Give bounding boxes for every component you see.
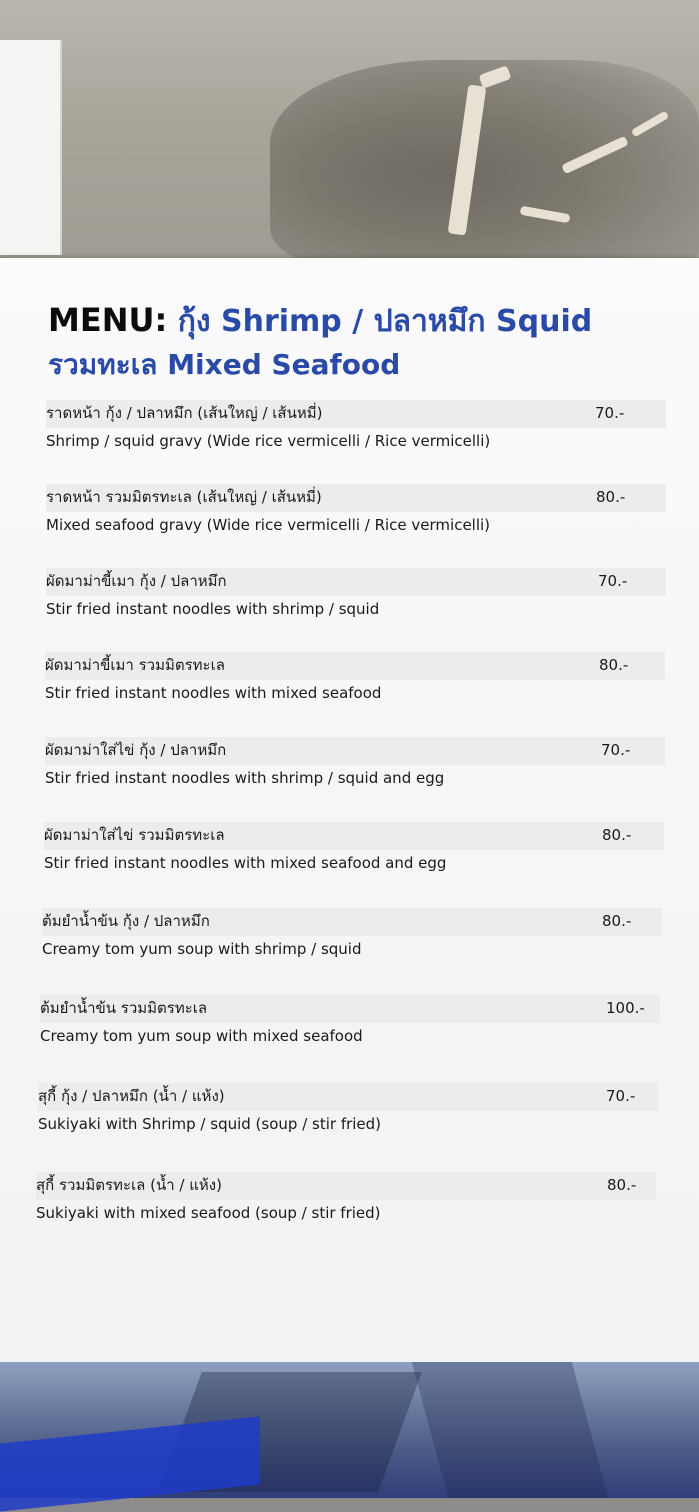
item-price: 100.- — [606, 999, 645, 1017]
menu-item — [46, 484, 666, 544]
item-english-name: Stir fried instant noodles with mixed seafood — [45, 684, 382, 702]
white-card — [0, 40, 62, 255]
item-thai-name: ผัดมาม่าขี้เมา รวมมิตรทะเล — [45, 656, 225, 674]
item-thai-name: ผัดมาม่าใส่ไข่ รวมมิตรทะเล — [44, 826, 225, 844]
menu-heading-line2: รวมทะเล Mixed Seafood — [48, 348, 401, 381]
item-thai-name: สุกี้ กุ้ง / ปลาหมึก (น้ำ / แห้ง) — [38, 1087, 225, 1105]
item-thai-name: ต้มยำน้ำข้น กุ้ง / ปลาหมึก — [42, 912, 210, 930]
item-english-name: Shrimp / squid gravy (Wide rice vermicelli / Rice vermicelli) — [46, 432, 491, 450]
item-thai-name: ราดหน้า รวมมิตรทะเล (เส้นใหญ่ / เส้นหมี่) — [46, 488, 322, 506]
item-english-name: Sukiyaki with mixed seafood (soup / stir fried) — [36, 1204, 381, 1222]
item-english-name: Stir fried instant noodles with shrimp / squid — [46, 600, 380, 618]
item-english-name: Creamy tom yum soup with shrimp / squid — [42, 940, 362, 958]
item-english-name: Sukiyaki with Shrimp / squid (soup / stir fried) — [38, 1115, 382, 1133]
menu-item — [45, 652, 665, 712]
menu-label: MENU: — [48, 301, 168, 339]
menu-item — [45, 737, 665, 797]
item-price: 80.- — [599, 656, 629, 674]
item-thai-name: ผัดมาม่าใส่ไข่ กุ้ง / ปลาหมึก — [45, 741, 227, 759]
menu-item — [44, 822, 664, 882]
table-surface-top — [0, 0, 699, 270]
menu-heading-line1: กุ้ง Shrimp / ปลาหมึก Squid — [177, 304, 593, 339]
item-price: 80.- — [602, 826, 632, 844]
menu-item — [36, 1172, 656, 1232]
item-price: 70.- — [601, 741, 631, 759]
item-price: 80.- — [602, 912, 632, 930]
item-price: 80.- — [607, 1176, 637, 1194]
item-price: 70.- — [606, 1087, 636, 1105]
menu-item — [42, 908, 662, 968]
item-price: 80.- — [596, 488, 626, 506]
item-thai-name: สุกี้ รวมมิตรทะเล (น้ำ / แห้ง) — [36, 1176, 222, 1194]
tablecloth-shadow — [412, 1362, 608, 1498]
menu-item — [46, 400, 666, 460]
item-english-name: Mixed seafood gravy (Wide rice vermicelli / Rice vermicelli) — [46, 516, 491, 534]
item-english-name: Creamy tom yum soup with mixed seafood — [40, 1027, 363, 1045]
item-thai-name: ผัดมาม่าขี้เมา กุ้ง / ปลาหมึก — [46, 572, 227, 590]
item-thai-name: ต้มยำน้ำข้น รวมมิตรทะเล — [40, 999, 208, 1017]
item-price: 70.- — [598, 572, 628, 590]
item-english-name: Stir fried instant noodles with mixed seafood and egg — [44, 854, 447, 872]
menu-heading — [48, 300, 688, 342]
item-english-name: Stir fried instant noodles with shrimp / squid and egg — [45, 769, 445, 787]
menu-item — [46, 568, 666, 628]
item-thai-name: ราดหน้า กุ้ง / ปลาหมึก (เส้นใหญ่ / เส้นหมี่) — [46, 404, 323, 422]
menu-item — [38, 1083, 658, 1143]
item-price: 70.- — [595, 404, 625, 422]
menu-item — [40, 995, 660, 1055]
